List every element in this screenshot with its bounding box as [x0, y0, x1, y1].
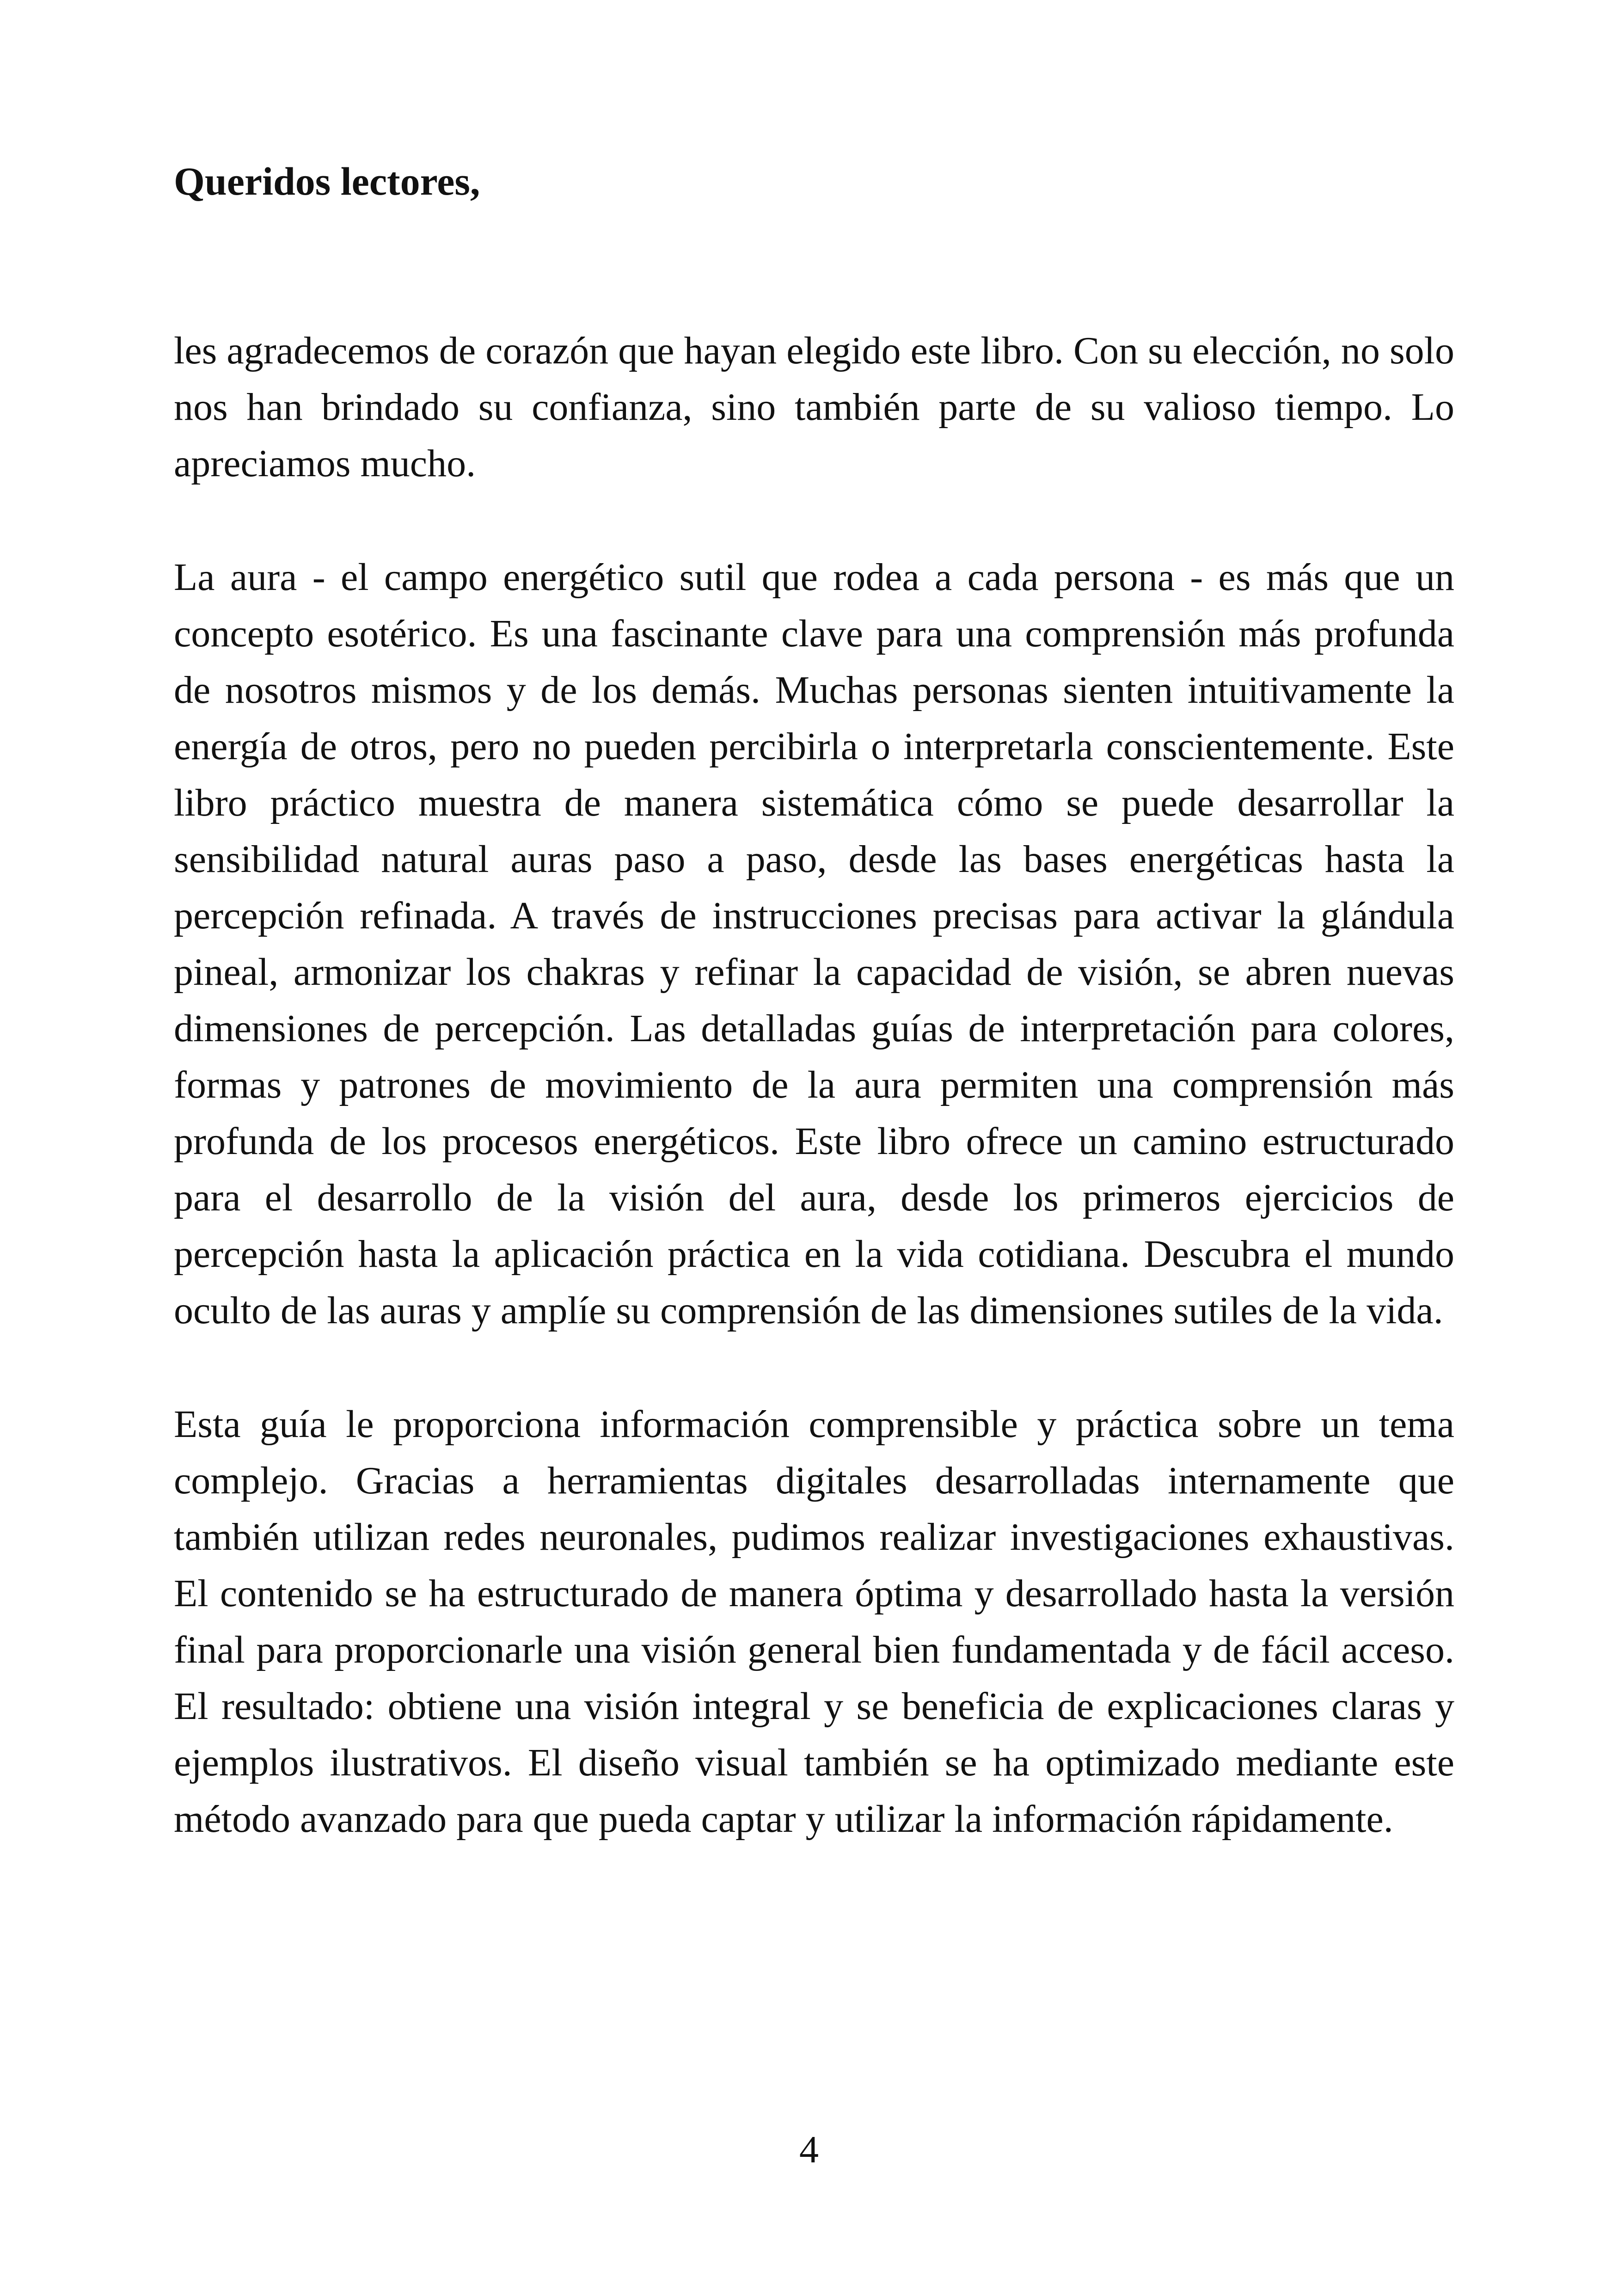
page-number: 4: [799, 2128, 819, 2171]
paragraph-guide: Esta guía le proporciona información comprensible y práctica sobre un tema complejo. Gracias a herramientas digitales desarrolladas internamente que también utilizan redes neuronales, pudimos realizar investigaciones exhaustivas. El contenido se ha estructurado de manera óptima y desarrollado hasta la versión final para proporcionarle una visión general bien fundamentada y de fácil acceso. El resultado: obtiene una visión integral y se beneficia de explicaciones claras y ejemplos ilustrativos. El diseño visual también se ha optimizado mediante este método avanzado para que pueda captar y utilizar la información rápidamente.: [174, 1403, 1454, 1841]
paragraph-thanks: les agradecemos de corazón que hayan elegido este libro. Con su elección, no solo nos han brindado su confianza, sino también parte de su valioso tiempo. Lo apreciamos mucho.: [174, 329, 1454, 485]
paragraph-aura: La aura - el campo energético sutil que rodea a cada persona - es más que un concepto esotérico. Es una fascinante clave para una comprensión más profunda de nosotros mismos y de los demás. Muchas personas sienten intuitivamente la energía de otros, pero no pueden percibirla o interpretarla conscientemente. Este libro práctico muestra de manera sistemática cómo se puede desarrollar la sensibilidad natural auras paso a paso, desde las bases energéticas hasta la percepción refinada. A través de instrucciones precisas para activar la glándula pineal, armonizar los chakras y refinar la capacidad de visión, se abren nuevas dimensiones de percepción. Las detalladas guías de interpretación para colores, formas y patrones de movimiento de la aura permiten una comprensión más profunda de los procesos energéticos. Este libro ofrece un camino estructurado para el desarrollo de la visión del aura, desde los primeros ejercicios de percepción hasta la aplicación práctica en la vida cotidiana. Descubra el mundo oculto de las auras y amplíe su comprensión de las dimensiones sutiles de la vida.: [174, 556, 1454, 1332]
page-content: [174, 153, 1454, 1848]
greeting-heading: Queridos lectores,: [174, 159, 480, 203]
